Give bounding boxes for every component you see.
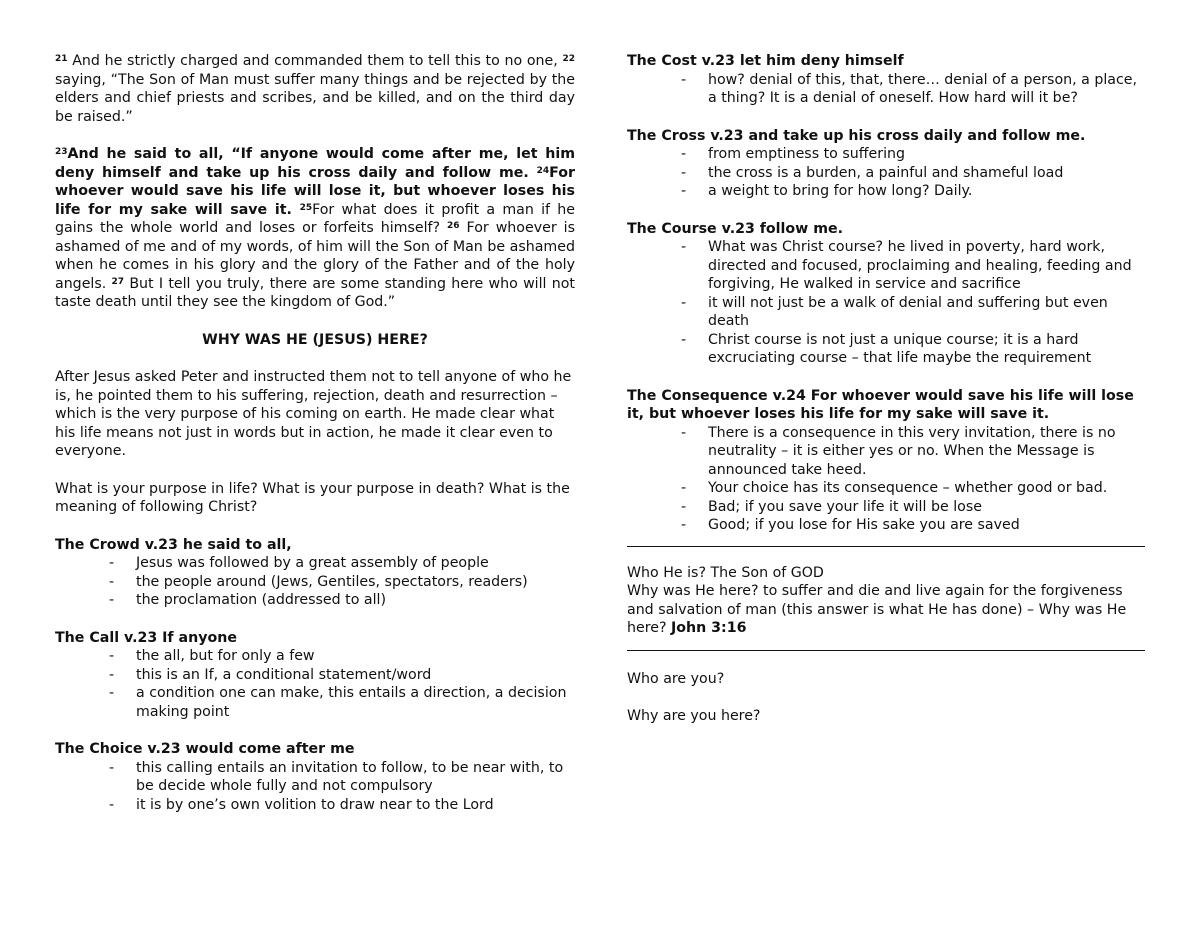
bullet-list (627, 145, 1145, 201)
verse-text: For whoever is ashamed of me and of my words, of him will the Son of Man be ashamed when he comes in his glory and the glory of the Father and of the holy angels. (55, 220, 575, 292)
question-why-here: Why are you here? (627, 708, 761, 724)
list-item: - Jesus was followed by a great assembly of people (109, 554, 575, 573)
summary-who: Who He is? The Son of GOD (627, 564, 824, 581)
list-item: - from emptiness to suffering (681, 145, 1145, 164)
verse-number: 27 (111, 276, 125, 287)
section-heading: WHY WAS HE (JESUS) HERE? (202, 331, 428, 348)
list-item: - the cross is a burden, a painful and shameful load (681, 164, 1145, 183)
verse-number: 22 (562, 54, 575, 64)
bullet-list (55, 554, 575, 610)
list-item: - What was Christ course? he lived in poverty, hard work, directed and focused, proclaiming and healing, feeding and forgiving, He walked in service and sacrifice (681, 238, 1145, 294)
bullet-list (55, 759, 575, 815)
list-item: - the proclamation (addressed to all) (109, 591, 575, 610)
list-item: - this calling entails an invitation to follow, to be near with, to be decide whole fully and not compulsory (109, 759, 575, 796)
verse-number: 25 (299, 202, 313, 213)
intro-paragraph: After Jesus asked Peter and instructed them not to tell anyone of who he is, he pointed them to his suffering, rejection, death and resurrection – which is the very purpose of his coming on earth. He made clear what his life means not just in words but in action, he made it clear even to everyone. (55, 369, 572, 459)
verse-number: 24 (536, 165, 550, 176)
verse-text: And he said to all, “If anyone would come after me, let him deny himself and take up his cross daily and follow me. (55, 146, 575, 181)
question-paragraph: What is your purpose in life? What is your purpose in death? What is the meaning of following Christ? (55, 480, 570, 515)
question-who-are-you: Who are you? (627, 670, 725, 687)
list-item: - how? denial of this, that, there… denial of a person, a place, a thing? It is a denial of oneself. How hard will it be? (681, 71, 1145, 108)
list-item: - Good; if you lose for His sake you are saved (681, 516, 1145, 535)
list-item: - the people around (Jews, Gentiles, spectators, readers) (109, 573, 575, 592)
bullet-list (627, 71, 1145, 108)
verse-text: For whoever would save his life will lose it, but whoever loses his life for my sake will save it. (55, 164, 575, 218)
section-title-consequence: The Consequence v.24 For whoever would save his life will lose it, but whoever loses his life for my sake will save it. (627, 387, 1134, 422)
list-item: - There is a consequence in this very invitation, there is no neutrality – it is either yes or no. When the Message is announced take heed. (681, 424, 1145, 480)
verse-number: 26 (447, 221, 460, 231)
scripture-passage-1 (55, 52, 575, 126)
section-title-cross: The Cross v.23 and take up his cross daily and follow me. (627, 127, 1086, 144)
right-column (627, 52, 1145, 726)
list-item: - a condition one can make, this entails a direction, a decision making point (109, 684, 575, 721)
summary-why-text: Why was He here? to suffer and die and live again for the forgiveness and salvation of man (this answer is what He has done) – Why was He here? (627, 583, 1127, 636)
verse-number: 21 (55, 54, 68, 64)
bullet-list (55, 647, 575, 721)
list-item: - it will not just be a walk of denial and suffering but even death (681, 294, 1145, 331)
list-item: - the all, but for only a few (109, 647, 575, 666)
left-column (55, 52, 575, 814)
verse-text: For what does it profit a man if he gains the whole world and loses or forfeits himself? (55, 201, 575, 236)
verse-text: And he strictly charged and commanded them to tell this to no one, (67, 53, 563, 69)
summary-why (627, 582, 1145, 638)
list-item: - it is by one’s own volition to draw near to the Lord (109, 796, 575, 815)
section-title-cost: The Cost v.23 let him deny himself (627, 53, 904, 69)
list-item: - Your choice has its consequence – whether good or bad. (681, 479, 1145, 498)
list-item: - this is an If, a conditional statement/word (109, 666, 575, 685)
scripture-reference: John 3:16 (671, 620, 747, 636)
bullet-list (627, 424, 1145, 535)
section-title-course: The Course v.23 follow me. (627, 220, 843, 237)
verse-text: But I tell you truly, there are some standing here who will not taste death until they see the kingdom of God.” (55, 275, 575, 310)
verse-number: 23 (55, 147, 68, 157)
list-item: - a weight to bring for how long? Daily. (681, 182, 1145, 201)
scripture-passage-2 (55, 145, 575, 312)
verse-text: saying, “The Son of Man must suffer many things and be rejected by the elders and chief priests and scribes, and be killed, and on the third day be raised.” (55, 71, 575, 125)
section-title-call: The Call v.23 If anyone (55, 629, 237, 646)
list-item: - Christ course is not just a unique course; it is a hard excruciating course – that life maybe the requirement (681, 331, 1145, 368)
bullet-list (627, 238, 1145, 368)
section-title-crowd: The Crowd v.23 he said to all, (55, 536, 292, 553)
section-title-choice: The Choice v.23 would come after me (55, 741, 355, 757)
list-item: - Bad; if you save your life it will be lose (681, 498, 1145, 517)
